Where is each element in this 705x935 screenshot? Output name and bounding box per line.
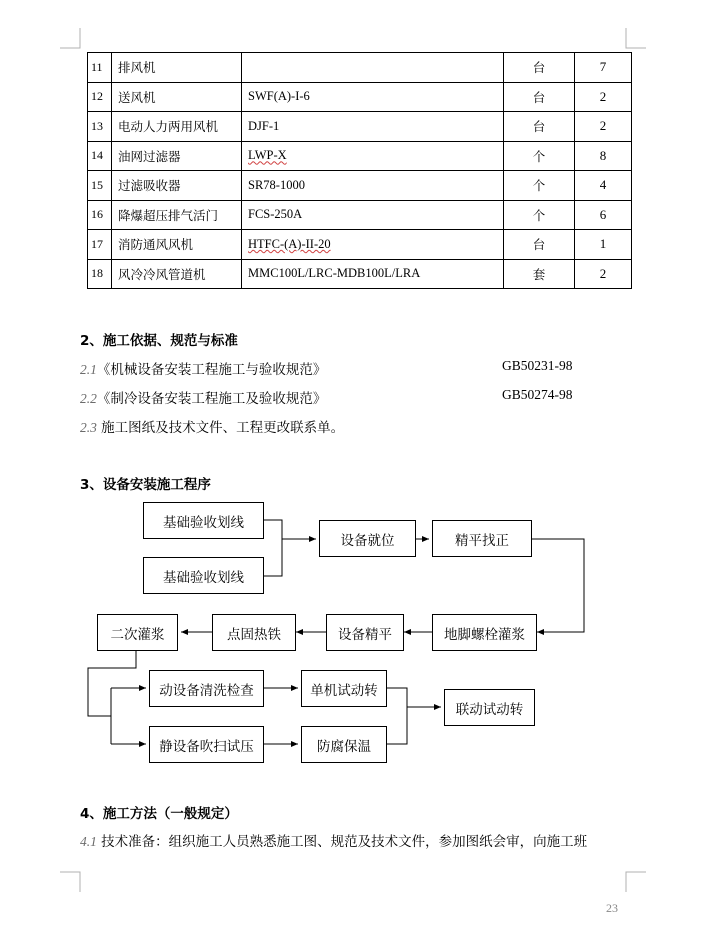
method-item-1-number: 4.1	[80, 834, 97, 849]
quantity-cell: 8	[575, 141, 632, 171]
flow-joint-test-run: 联动试动转	[444, 689, 535, 726]
flow-secondary-grouting: 二次灌浆	[97, 614, 178, 651]
equipment-name-cell: 油网过滤器	[112, 141, 242, 171]
equipment-name-cell: 消防通风风机	[112, 230, 242, 260]
spec-item-2-number: 2.2	[80, 391, 97, 406]
flow-static-equipment-purge: 静设备吹扫试压	[149, 726, 264, 763]
row-number-cell: 14	[88, 141, 112, 171]
flow-dynamic-equipment-cleaning: 动设备清洗检查	[149, 670, 264, 707]
row-number-cell: 11	[88, 53, 112, 83]
quantity-cell: 2	[575, 259, 632, 289]
spec-item-1-text: 《机械设备安装工程施工与验收规范》	[96, 362, 327, 378]
equipment-name-cell: 降爆超压排气活门	[112, 200, 242, 230]
spec-item-2-text: 《制冷设备安装工程施工及验收规范》	[96, 391, 327, 407]
section-4-heading: 4、施工方法（一般规定）	[80, 806, 238, 822]
equipment-name-cell: 过滤吸收器	[112, 171, 242, 201]
quantity-cell: 4	[575, 171, 632, 201]
row-number-cell: 17	[88, 230, 112, 260]
equipment-name-cell: 送风机	[112, 82, 242, 112]
method-item-1	[80, 830, 587, 850]
unit-cell: 台	[504, 53, 575, 83]
quantity-cell: 1	[575, 230, 632, 260]
model-cell: MMC100L/LRC-MDB100L/LRA	[242, 259, 504, 289]
model-text: LWP-X	[248, 148, 287, 163]
model-cell: SR78-1000	[242, 171, 504, 201]
quantity-cell: 2	[575, 112, 632, 142]
flow-foundation-check-2: 基础验收划线	[143, 557, 264, 594]
flow-anchor-bolt-grouting: 地脚螺栓灌浆	[432, 614, 537, 651]
model-text: HTFC-(A)-II-20	[248, 236, 331, 251]
model-cell: FCS-250A	[242, 200, 504, 230]
flow-alignment: 精平找正	[432, 520, 532, 557]
spec-item-3-text: 施工图纸及技术文件、工程更改联系单。	[101, 420, 345, 436]
quantity-cell: 7	[575, 53, 632, 83]
equipment-name-cell: 风冷冷风管道机	[112, 259, 242, 289]
row-number-cell: 16	[88, 200, 112, 230]
unit-cell: 台	[504, 112, 575, 142]
quantity-cell: 2	[575, 82, 632, 112]
spec-item-3-number: 2.3	[80, 420, 97, 435]
spec-item-1-number: 2.1	[80, 362, 97, 377]
spec-item-1-code: GB50231-98	[502, 358, 573, 373]
row-number-cell: 15	[88, 171, 112, 201]
row-number-cell: 13	[88, 112, 112, 142]
unit-cell: 台	[504, 230, 575, 260]
spec-item-2-code: GB50274-98	[502, 387, 573, 402]
flow-equipment-positioning: 设备就位	[319, 520, 416, 557]
flow-single-unit-test: 单机试动转	[301, 670, 387, 707]
unit-cell: 个	[504, 171, 575, 201]
unit-cell: 台	[504, 82, 575, 112]
model-cell: DJF-1	[242, 112, 504, 142]
row-number-cell: 18	[88, 259, 112, 289]
flow-foundation-check-1: 基础验收划线	[143, 502, 264, 539]
unit-cell: 个	[504, 141, 575, 171]
unit-cell: 套	[504, 259, 575, 289]
flow-equipment-leveling: 设备精平	[326, 614, 404, 651]
model-cell: SWF(A)-I-6	[242, 82, 504, 112]
page-number: 23	[606, 901, 618, 915]
method-item-1-text: 技术准备：组织施工人员熟悉施工图、规范及技术文件，参加图纸会审，向施工班	[101, 834, 588, 850]
unit-cell: 个	[504, 200, 575, 230]
flow-spot-fixing: 点固热铁	[212, 614, 296, 651]
equipment-name-cell: 排风机	[112, 53, 242, 83]
equipment-name-cell: 电动人力两用风机	[112, 112, 242, 142]
flow-anticorrosion-insulation: 防腐保温	[301, 726, 387, 763]
quantity-cell: 6	[575, 200, 632, 230]
section-3-heading: 3、设备安装施工程序	[80, 477, 211, 493]
row-number-cell: 12	[88, 82, 112, 112]
section-2-heading: 2、施工依据、规范与标准	[80, 333, 238, 349]
